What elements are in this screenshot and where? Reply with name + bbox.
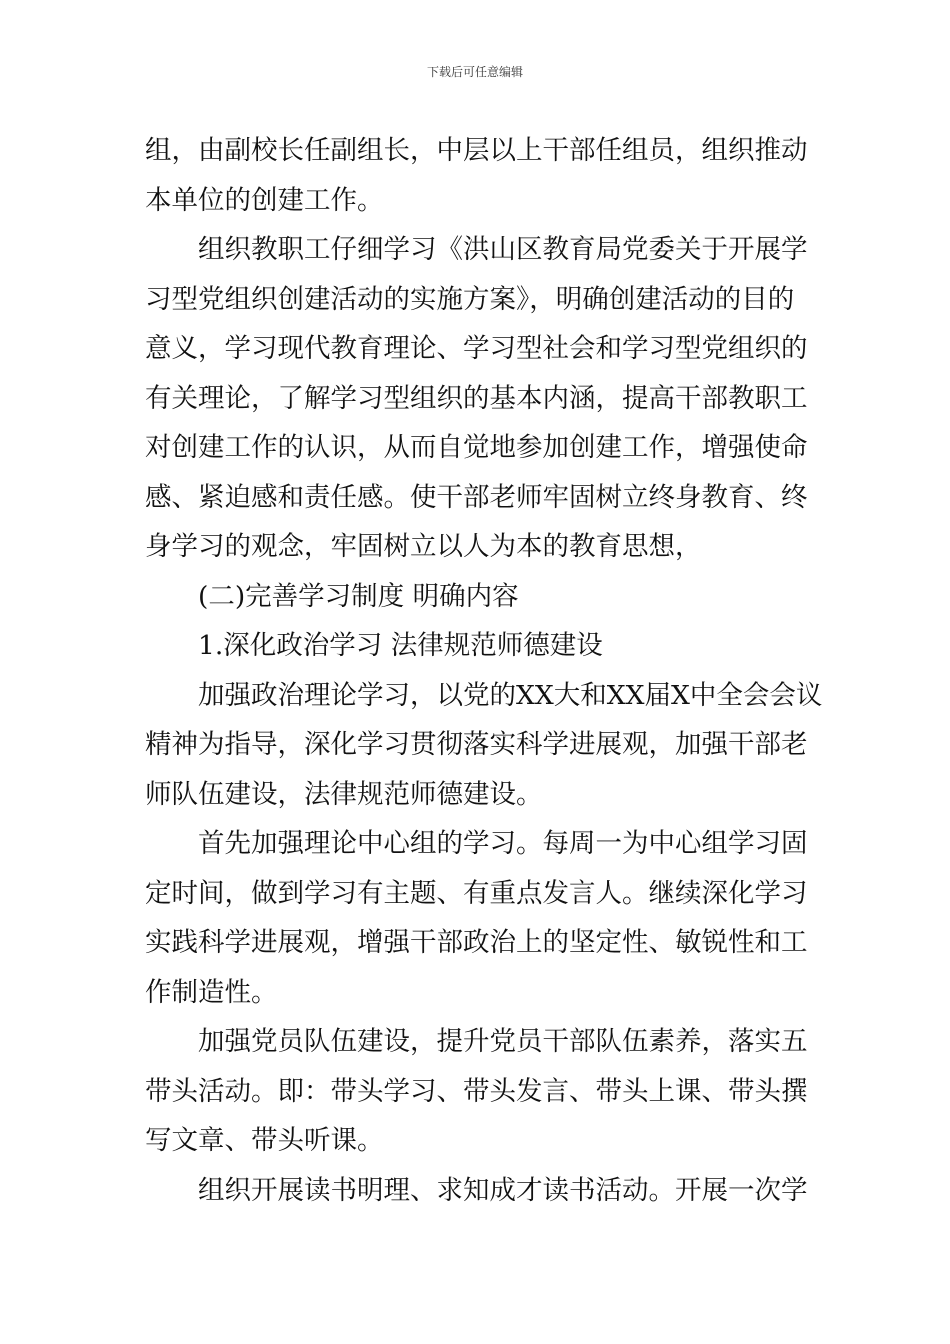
text-line: 感、紧迫感和责任感。使干部老师牢固树立终身教育、终 [145,481,808,513]
text-line: 实践科学进展观，增强干部政治上的坚定性、敏锐性和工 [145,927,808,958]
page-header-note: 下载后可任意编辑 [426,65,523,79]
paragraph-start-line: 首先加强理论中心组的学习。每周一为中心组学习固 [198,828,808,859]
text-line: 定时间，做到学习有主题、有重点发言人。继续深化学习 [145,877,808,909]
document-body [145,126,823,1215]
text-line: 组，由副校长任副组长，中层以上干部任组员，组织推动 [145,135,808,166]
text-line: 身学习的观念，牢固树立以人为本的教育思想， [145,531,702,562]
text-line: 写文章、带头听课。 [145,1125,384,1156]
paragraph-start-line: 加强政治理论学习，以党的XX大和XX届X中全会会议 [198,679,823,711]
text-line: 带头活动。即：带头学习、带头发言、带头上课、带头撰 [145,1075,808,1107]
text-line: 师队伍建设，法律规范师德建设。 [145,778,543,810]
subsection-heading: 1.深化政治学习 法律规范师德建设 [198,630,603,661]
text-line: 意义，学习现代教育理论、学习型社会和学习型党组织的 [145,333,808,364]
text-line: 精神为指导，深化学习贯彻落实科学进展观，加强干部老 [145,729,808,760]
paragraph-start-line: 组织开展读书明理、求知成才读书活动。开展一次学 [198,1174,808,1206]
paragraph-start-line: 组织教职工仔细学习《洪山区教育局党委关于开展学 [198,234,808,265]
text-line: 有关理论，了解学习型组织的基本内涵，提高干部教职工 [145,382,808,414]
text-line: 作制造性。 [145,976,278,1008]
section-heading: (二)完善学习制度 明确内容 [198,580,519,612]
text-line: 习型党组织创建活动的实施方案》，明确创建活动的目的 [145,283,795,315]
text-line: 本单位的创建工作。 [145,184,384,216]
text-line: 对创建工作的认识，从而自觉地参加创建工作，增强使命 [145,432,808,463]
paragraph-start-line: 加强党员队伍建设，提升党员干部队伍素养，落实五 [198,1026,808,1057]
